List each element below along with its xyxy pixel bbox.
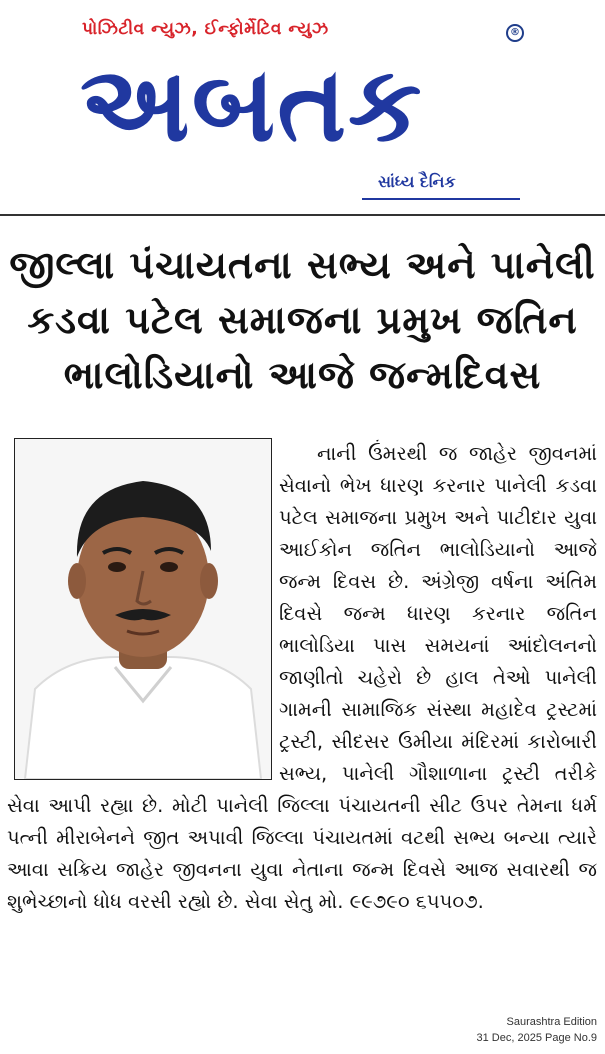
masthead [0, 0, 605, 210]
edition-name: Saurashtra Edition [506, 1016, 597, 1028]
headline-line: કડવા પટેલ સમાજના પ્રમુખ જતિન [27, 298, 578, 342]
article-body [7, 438, 597, 918]
newspaper-logo: અબતક [80, 46, 424, 162]
article-paragraph: નાની ઉંમરથી જ જાહેર જીવનમાં સેવાનો ભેખ ધારણ કરનાર પાનેલી કડવા પટેલ સમાજના પ્રમુખ અને પાટીદાર યુવા આઈકોન જતિન ભાલોડિયાનો આજે જન્મ દિવસ છે. અંગ્રેજી વર્ષના અંતિમ દિવસે જન્મ ધારણ કરનાર જતિન ભાલોડિયા પાસ સમયનાં આંદોલનનો જાણીતો ચહેરો છે હાલ તેઓ પાનેલી ગામની સામાજિક સંસ્થા મહાદેવ ટ્રસ્ટમાં ટ્રસ્ટી, સીદસર ઉમીયા મંદિરમાં કારોબારી સભ્ય, પાનેલી ગૌશાળાના ટ્રસ્ટી તરીકે સેવા આપી રહ્યા છે. મોટી પાનેલી જિલ્લા પંચાયતની સીટ ઉપર તેમના ધર્મ પત્ની મીરાબેનને જીત અપાવી જિલ્લા પંચાયતમાં વટથી સભ્ય બન્યા ત્યારે આવા સક્રિય જાહેર જીવનના યુવા નેતાના જન્મ દિવસે આજ સવારથી જ શુભેચ્છાનો ધોધ વરસી રહ્યો છે. સેવા સેતુ મો. ૯૯૭૯૦ ૬૫૫૦૭. [7, 442, 597, 913]
article-headline [0, 238, 605, 403]
edition-underline [362, 198, 520, 200]
headline-line: જીલ્લા પંચાયતના સભ્ય અને પાનેલી [9, 243, 596, 287]
date-page: 31 Dec, 2025 Page No.9 [476, 1032, 597, 1044]
page-footer [477, 1014, 597, 1046]
headline-line: ભાલોડિયાનો આજે જન્મદિવસ [63, 353, 542, 397]
registered-mark-icon: ® [506, 24, 524, 42]
photo-float-spacer [7, 438, 279, 776]
article [0, 214, 605, 1006]
tagline: પોઝિટીવ ન્યુઝ, ઈન્ફોર્મેટિવ ન્યુઝ [82, 19, 329, 39]
edition-type: સાંધ્ય દૈનિક [378, 172, 456, 191]
